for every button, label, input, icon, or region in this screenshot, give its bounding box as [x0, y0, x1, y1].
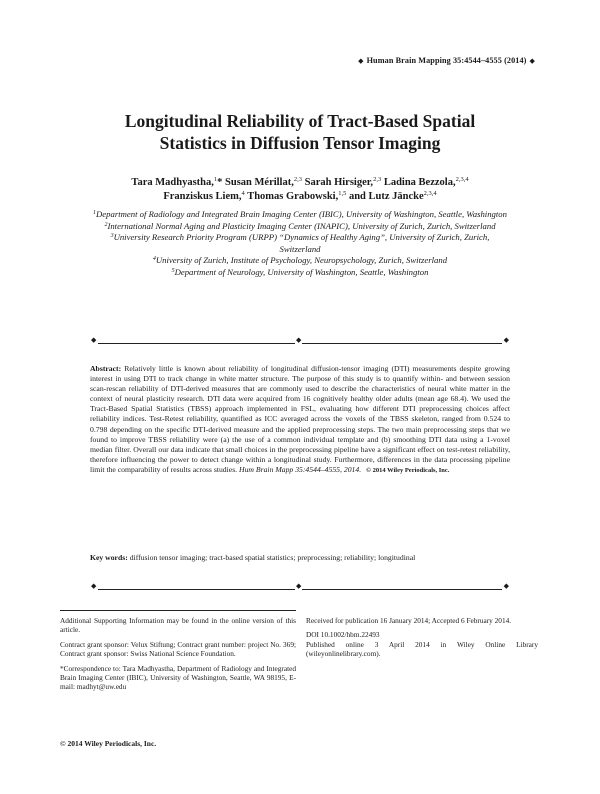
affiliation: $^2$International Normal Aging and Plasticity Imaging Center (INAPIC), University of Zurich, Zurich, Switzerland	[104, 220, 496, 231]
diamond-icon: ◆	[503, 336, 509, 344]
footnote-rule	[60, 610, 296, 611]
footnote: Contract grant sponsor: Velux Stiftung; Contract grant number: project No. 369; Contract grant sponsor: Swiss National Science Foundation.	[60, 639, 296, 659]
keywords	[90, 553, 510, 563]
diamond-icon: ◆	[91, 582, 97, 590]
diamond-icon: ◆	[91, 336, 97, 344]
author: Susan Mérillat,$^{2,3}$	[225, 176, 302, 188]
affiliation: $^4$University of Zurich, Institute of Psychology, Neuropsychology, Zurich, Switzerland	[152, 255, 448, 265]
affiliation: $^5$Department of Neurology, University of Washington, Seattle, Washington	[171, 266, 429, 277]
author-list	[60, 176, 540, 204]
footnotes-left	[60, 616, 296, 697]
journal-citation: Human Brain Mapping 35:4544–4555 (2014)	[366, 56, 527, 65]
affiliation: $^3$University Research Priority Program (URPP) “Dynamics of Healthy Aging”, University of Zurich, Zurich, Switzerland	[110, 232, 490, 254]
section-divider-top	[90, 336, 510, 347]
article-title	[60, 110, 540, 154]
author: Tara Madhyastha,$^1$*	[131, 176, 226, 188]
title-line-1: Longitudinal Reliability of Tract-Based Spatial	[124, 111, 476, 131]
running-header	[355, 56, 538, 65]
affiliation-list	[90, 209, 510, 278]
abstract-label: Abstract:	[90, 364, 122, 373]
footnote: DOI 10.1002/hbm.22493	[306, 630, 380, 640]
affiliation: $^1$Department of Radiology and Integrated Brain Imaging Center (IBIC), University of Washington, Seattle, Washington	[93, 209, 507, 219]
abstract-copyright: © 2014 Wiley Periodicals, Inc.	[366, 466, 450, 474]
diamond-icon: ◆	[529, 57, 535, 65]
abstract	[90, 364, 510, 476]
abstract-body: Relatively little is known about reliability of longitudinal diffusion-tensor imaging (DTI) measurements despite growing interest in using DTI to track change in white matter structure. The purpose of this study is to quantify within- and between session scan-rescan reliability of DTI-derived measures that are commonly used to describe the characteristics of neural white matter in the context of neural plasticity research. DTI data were acquired from 16 cognitively healthy older adults (mean age 68.4). We used the Tract-Based Spatial Statistics (TBSS) approach implemented in FSL, evaluating how different DTI preprocessing choices affect reliability indices. Test-Retest reliability, quantified as ICC averaged across the voxels of the TBSS skeleton, ranged from 0.524 to 0.798 depending on the specific DTI-derived measure and the applied preprocessing steps. The two main preprocessing steps that we found to improve TBSS reliability were (a) the use of a common individual template and (b) smoothing DTI data using a 1-voxel median filter. Overall our data indicate that small choices in the preprocessing pipeline have a significant effect on test-retest reliability, therefore influencing the power to detect change within a longitudinal study. Furthermore, differences in the data processing pipeline limit the comparability of results across studies.	[90, 364, 510, 474]
author: Sarah Hirsiger,$^{2,3}$	[304, 176, 382, 188]
footnote: Additional Supporting Information may be found in the online version of this article.	[60, 616, 296, 635]
diamond-icon: ◆	[503, 582, 509, 590]
author: Franziskus Liem,$^4$	[163, 190, 245, 202]
footnote: *Correspondence to: Tara Madhyastha, Department of Radiology and Integrated Brain Imaging Center (IBIC), University of Washington, Seattle, WA 98195, E-mail: madhyt@uw.edu	[60, 663, 296, 692]
title-line-2: Statistics in Diffusion Tensor Imaging	[159, 133, 441, 153]
author: Ladina Bezzola,$^{2,3,4}$	[383, 176, 469, 188]
keywords-label: Key words:	[90, 553, 128, 562]
abstract-citation: Hum Brain Mapp 35:4544–4555, 2014.	[239, 464, 362, 474]
footer-copyright: © 2014 Wiley Periodicals, Inc.	[60, 739, 157, 748]
section-divider-bottom	[90, 582, 510, 593]
diamond-icon: ◆	[296, 582, 302, 590]
author: Thomas Grabowski,$^{1,5}$	[247, 190, 347, 202]
footnotes-right	[306, 616, 538, 664]
footnote: Published online 3 April 2014 in Wiley Online Library (wileyonlinelibrary.com).	[306, 639, 538, 659]
diamond-icon: ◆	[358, 57, 364, 65]
keywords-text: diffusion tensor imaging; tract-based spatial statistics; preprocessing; reliability; longitudinal	[129, 553, 416, 562]
author: and Lutz Jäncke$^{2,3,4}$	[348, 190, 437, 202]
diamond-icon: ◆	[296, 336, 302, 344]
footnote: Received for publication 16 January 2014; Accepted 6 February 2014.	[306, 616, 512, 625]
